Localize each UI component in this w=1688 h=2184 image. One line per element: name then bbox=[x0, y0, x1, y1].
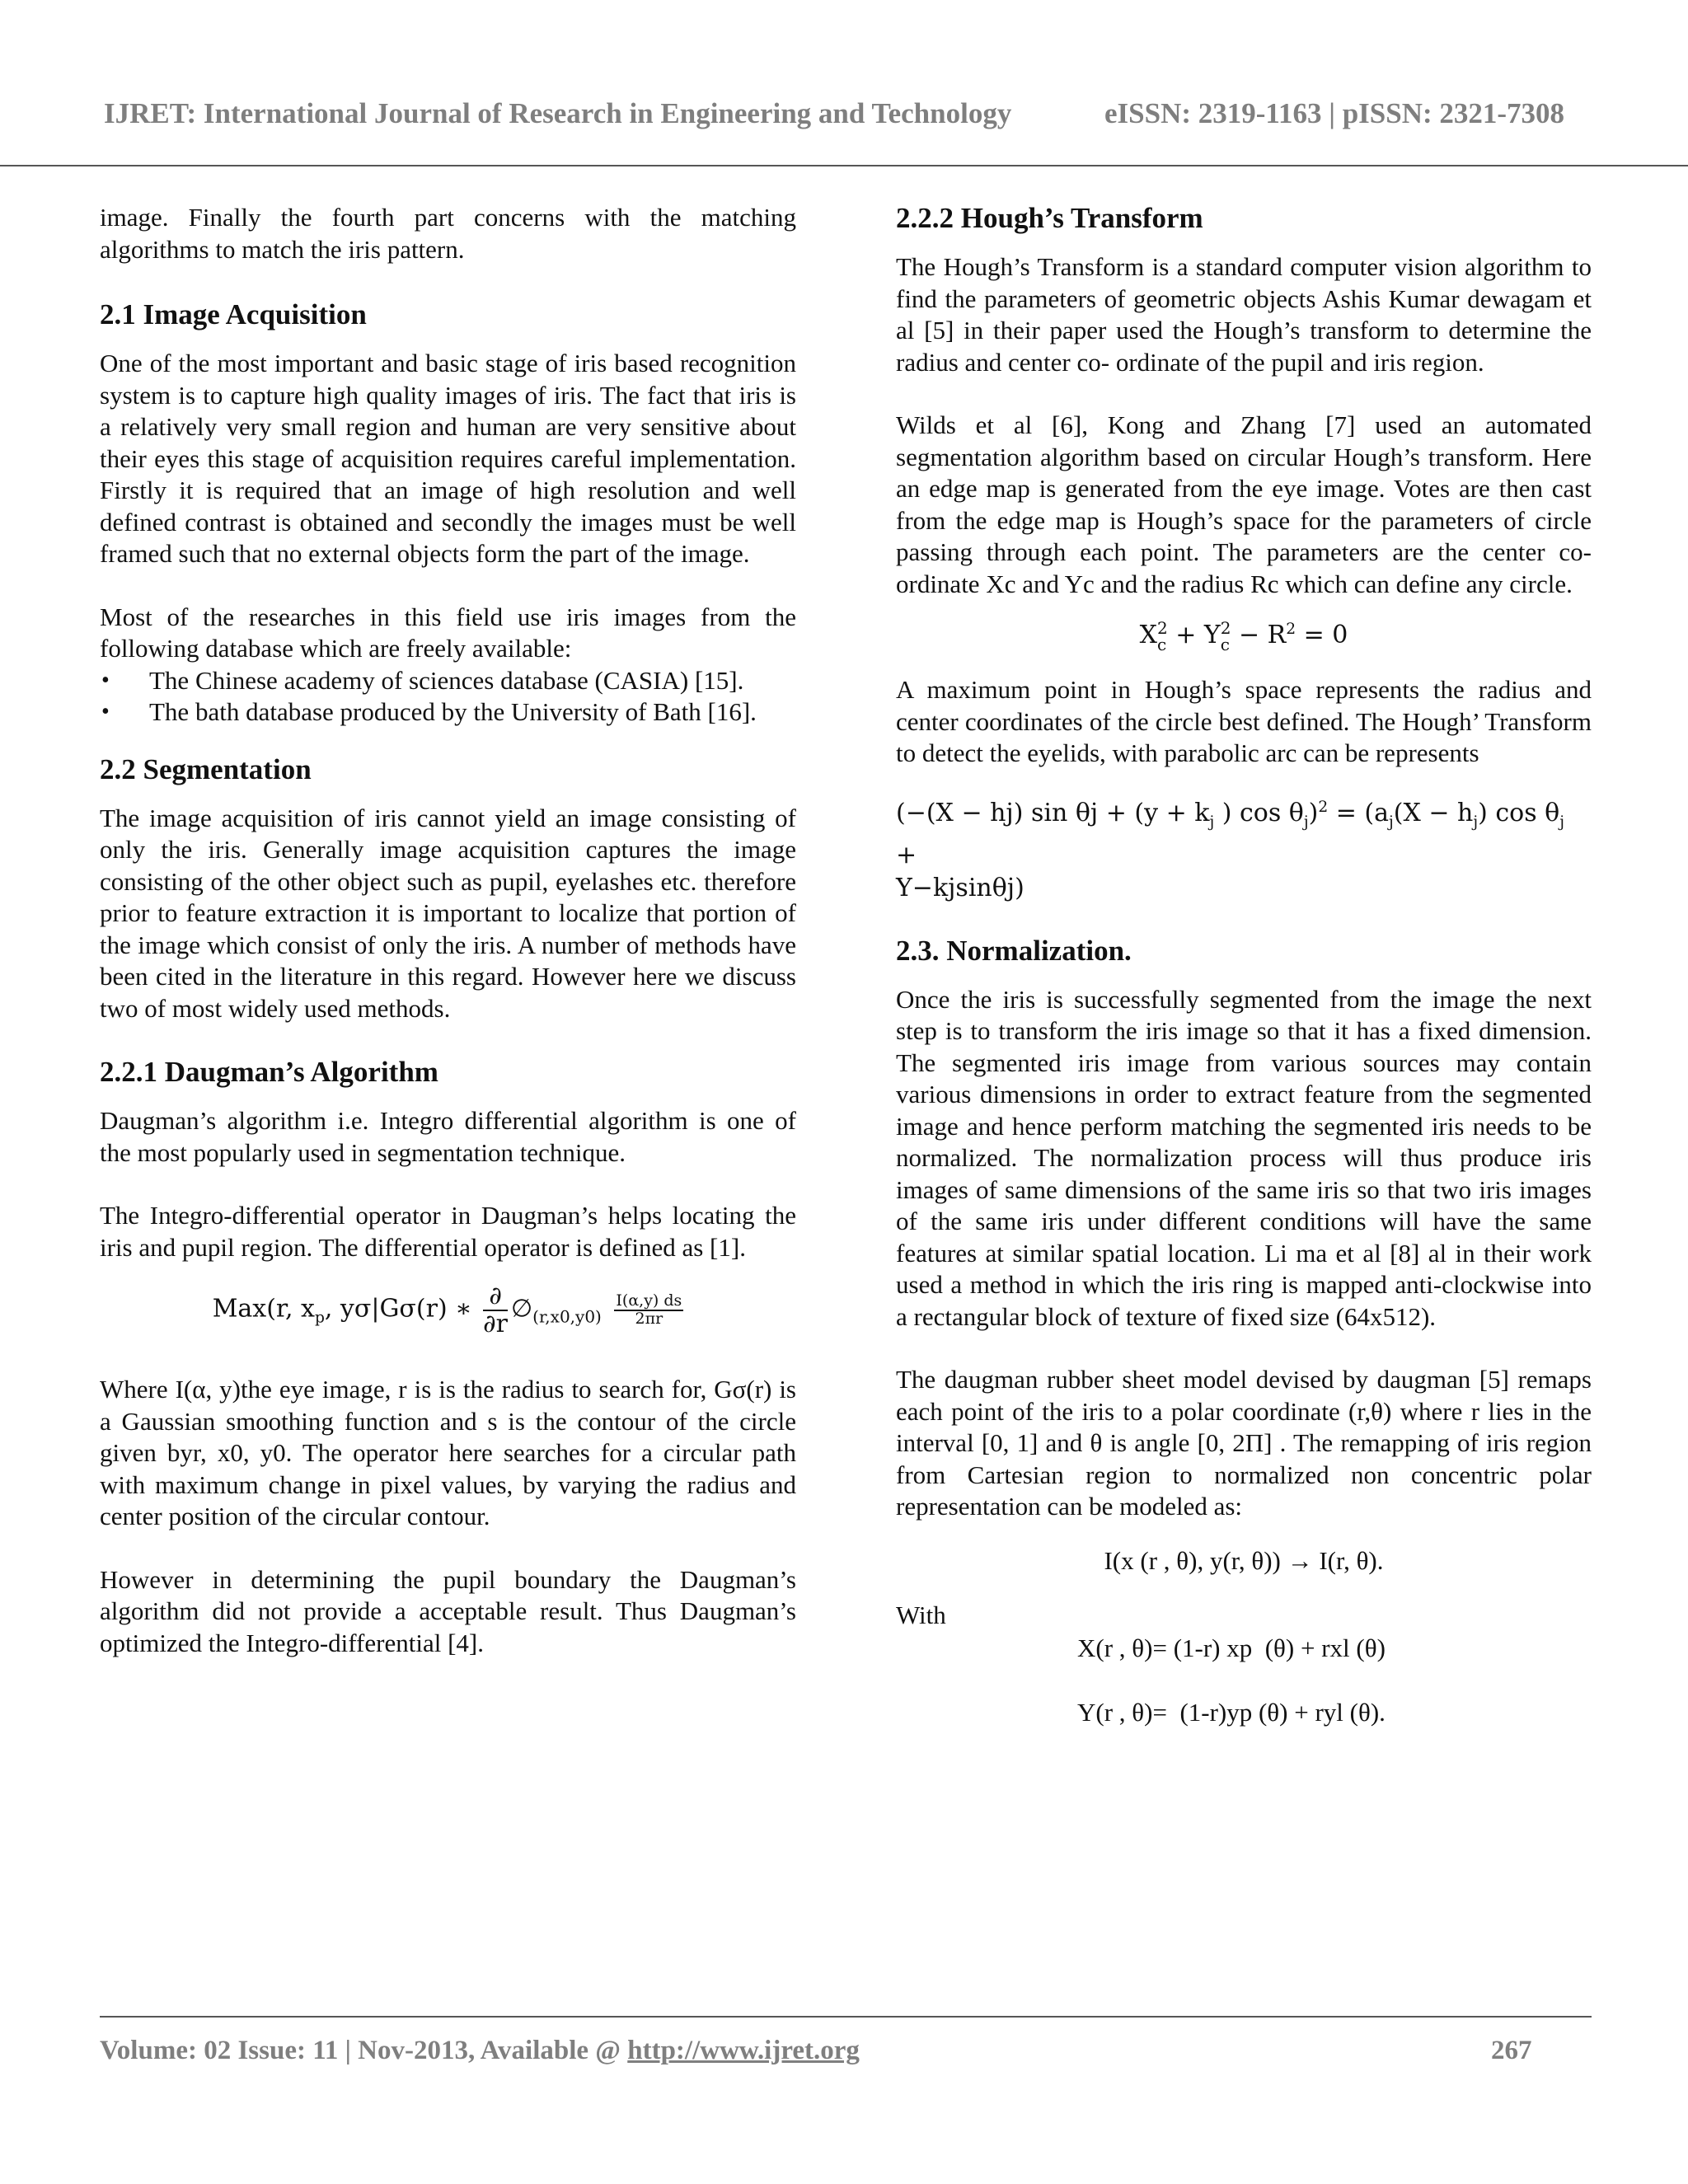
page-header bbox=[0, 97, 1688, 130]
s221-paragraph-4: However in determining the pupil boundary the Daugman’s algorithm did not provide a acceptable result. Thus Daugman’s optimized the Integro-differential [4]. bbox=[100, 1564, 796, 1657]
remap-equation: I(x (r , θ), y(r, θ)) → I(r, θ). bbox=[1104, 1545, 1384, 1575]
page-number: 267 bbox=[1491, 2036, 1532, 2065]
volume-info: Volume: 02 Issue: 11 | Nov-2013, Available @ http://www.ijret.org bbox=[100, 2036, 860, 2065]
y-mapping-equation: Y(r , θ)= (1-r)yp (θ) + ryl (θ). bbox=[1077, 1697, 1386, 1727]
list-item: • The Chinese academy of sciences database (CASIA) [15]. bbox=[100, 665, 796, 697]
header-rule bbox=[0, 165, 1688, 166]
s21-paragraph-2: Most of the researches in this field use iris images from the following database which are freely available: bbox=[100, 602, 796, 663]
s221-paragraph-1: Daugman’s algorithm i.e. Integro differential algorithm is one of the most popularly used in segmentation technique. bbox=[100, 1106, 796, 1167]
right-column bbox=[896, 202, 1592, 1729]
s222-paragraph-1: The Hough’s Transform is a standard computer vision algorithm to find the parameters of geometric objects Ashis Kumar dewagam et al [5] in their paper used the Hough’s transform to determine the radius and center co- ordinate of the pupil and iris region. bbox=[896, 252, 1592, 377]
circle-equation: X 2 c + Y 2 c − $R^2 = 0$ bbox=[1139, 618, 1348, 654]
s222-paragraph-2: Wilds et al [6], Kong and Zhang [7] used an automated segmentation algorithm based on circular Hough’s transform. Here an edge map is generated from the eye image. Votes are then cast from the edge map is Hough’s space for the parameters of circle passing through each point. The parameters are the center co-ordinate Xc and Yc and the radius Rc which can define any circle. bbox=[896, 410, 1592, 598]
bullet-icon: • bbox=[101, 667, 110, 693]
section-2-2-1-heading: 2.2.1 Daugman’s Algorithm bbox=[100, 1056, 438, 1088]
page-footer bbox=[100, 2036, 1592, 2069]
footer-rule bbox=[100, 2016, 1592, 2018]
left-column bbox=[100, 202, 796, 1659]
x-mapping-equation: X(r , θ)= (1-r) xp (θ) + rxl (θ) bbox=[1077, 1633, 1386, 1662]
parabolic-arc-equation: (−(X − hj) $\sin \theta j + (y + k_j$ ) $\cos \theta_j)^2 = (a_j(X - h_j)$ $\cos \theta_j$ + Y−kjsinθj) bbox=[896, 798, 1564, 902]
with-label: With bbox=[896, 1600, 946, 1629]
s21-paragraph-1: One of the most important and basic stage of iris based recognition system is to capture high quality images of iris. The fact that iris is a relatively very small region and human are very sensitive about their eyes this stage of acquisition requires careful implementation. Firstly it is required that an image of high resolution and well defined contrast is obtained and secondly the images must be well framed such that no external objects form the part of the image. bbox=[100, 349, 796, 568]
daugman-equation: Max(r, $x_p$, yσ|Gσ(r) ∗ $\frac{\partial}{\partial r}$ $\emptyset_{(r,x0,y0)}$ $\frac{I(\alpha,y) ds}{2\pi r}$ bbox=[212, 1282, 682, 1338]
intro-paragraph: image. Finally the fourth part concerns with the matching algorithms to match the iris pattern. bbox=[100, 203, 796, 264]
journal-title: IJRET: International Journal of Research in Engineering and Technology bbox=[104, 97, 1012, 129]
bullet-icon: • bbox=[101, 699, 110, 724]
list-item: • The bath database produced by the University of Bath [16]. bbox=[100, 696, 796, 729]
section-2-2-heading: 2.2 Segmentation bbox=[100, 752, 312, 785]
s22-paragraph-1: The image acquisition of iris cannot yield an image consisting of only the iris. Generally image acquisition captures the image consisting of the other object such as pupil, eyelashes etc. therefore prior to feature extraction it is important to localize that portion of the image which consist of only the iris. A number of methods have been cited in the literature in this regard. However here we discuss two of most widely used methods. bbox=[100, 803, 796, 1023]
s23-paragraph-1: Once the iris is successfully segmented from the image the next step is to transform the iris image so that it has a fixed dimension. The segmented iris image from various sources may contain various dimensions in order to extract feature from the segmented image and hence perform matching the segmented iris needs to be normalized. The normalization process will thus produce iris images of same dimensions of the same iris so that two iris images of the same iris under different conditions will have the same features at similar spatial location. Li ma et al [8] al in their work used a method in which the iris ring is mapped anti-clockwise into a rectangular block of texture of fixed size (64x512). bbox=[896, 984, 1592, 1331]
s23-paragraph-2: The daugman rubber sheet model devised by daugman [5] remaps each point of the iris to a polar coordinate (r,θ) where r lies in the interval [0, 1] and θ is angle [0, 2Π] . The remapping of iris region from Cartesian region to normalized non concentric polar representation can be modeled as: bbox=[896, 1365, 1592, 1521]
s222-paragraph-3: A maximum point in Hough’s space represents the radius and center coordinates of the circle best defined. The Hough’ Transform to detect the eyelids, with parabolic arc can be represents bbox=[896, 675, 1592, 767]
section-2-3-heading: 2.3. Normalization. bbox=[896, 934, 1132, 967]
s221-paragraph-2: The Integro-differential operator in Daugman’s helps locating the iris and pupil region. The differential operator is defined as [1]. bbox=[100, 1201, 796, 1262]
s221-paragraph-3: Where I(α, y)the eye image, r is is the radius to search for, Gσ(r) is a Gaussian smoothing function and s is the contour of the circle given byr, x0, y0. The operator here searches for a circular path with maximum change in pixel values, by varying the radius and center position of the circular contour. bbox=[100, 1375, 796, 1530]
section-2-1-heading: 2.1 Image Acquisition bbox=[100, 298, 367, 330]
database-list bbox=[100, 665, 796, 729]
section-2-2-2-heading: 2.2.2 Hough’s Transform bbox=[896, 202, 1203, 234]
journal-link[interactable]: http://www.ijret.org bbox=[627, 2036, 860, 2065]
issn-info: eISSN: 2319-1163 | pISSN: 2321-7308 bbox=[1104, 97, 1565, 129]
